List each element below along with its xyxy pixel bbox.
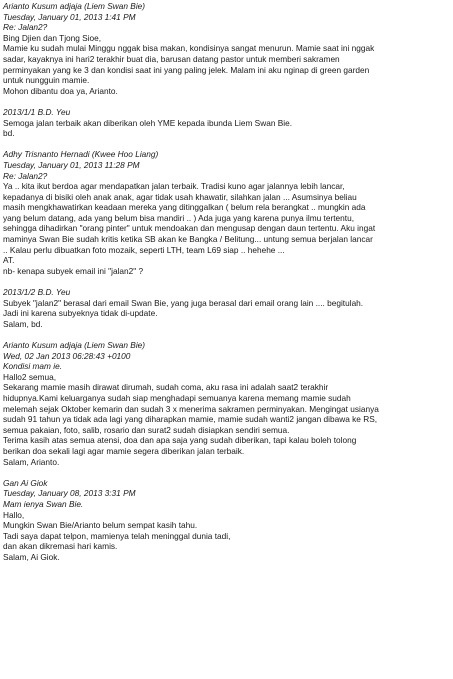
spacer bbox=[3, 467, 450, 478]
email-entry-3 bbox=[3, 149, 450, 276]
body-line: Mohon dibantu doa ya, Arianto. bbox=[3, 85, 118, 96]
spacer bbox=[3, 276, 450, 287]
spacer bbox=[3, 139, 450, 150]
email-date: Tuesday, January 08, 2013 3:31 PM bbox=[3, 488, 136, 499]
sender-name: Arianto Kusum adjaja (Liem Swan Bie) bbox=[3, 1, 146, 11]
body-line: Subyek "jalan2" berasal dari email Swan Bie, yang juga berasal dari email orang lain .... begitulah. bbox=[3, 297, 364, 308]
body-line: Bing Djien dan Tjong Sioe, bbox=[3, 32, 102, 43]
email-date: Wed, 02 Jan 2013 06:28:43 +0100 bbox=[3, 350, 131, 361]
body-line: Salam, Arianto. bbox=[3, 456, 60, 467]
spacer bbox=[3, 329, 450, 340]
body-line: Tadi saya dapat telpon, mamienya telah meninggal dunia tadi, bbox=[3, 530, 231, 541]
body-line: semua pakaian, foto, salib, rosario dan surat2 sudah disiapkan sendiri semua. bbox=[3, 424, 290, 435]
body-line: Jadi ini karena subyeknya tidak di-update. bbox=[3, 308, 158, 319]
body-line: Terima kasih atas semua atensi, doa dan apa saja yang sudah diberikan, tapi kalau boleh tolong bbox=[3, 435, 357, 446]
email-entry-5 bbox=[3, 340, 450, 467]
body-line: bd. bbox=[3, 128, 15, 139]
body-line: untuk nungguin mamie. bbox=[3, 75, 90, 86]
email-subject: Kondisi mam ie. bbox=[3, 361, 63, 372]
body-line: berikan doa sekali lagi agar mamie segera diberikan jalan terbaik. bbox=[3, 445, 245, 456]
body-line: perminyakan yang ke 3 dan kondisi saat ini yang paling jelek. Malam ini aku nginap di green garden bbox=[3, 64, 370, 75]
body-line: nb- kenapa subyek email ini "jalan2" ? bbox=[3, 265, 144, 276]
sender-name: Arianto Kusum adjaja (Liem Swan Bie) bbox=[3, 340, 146, 350]
body-line: maminya Swan Bie sudah kritis ketika SB akan ke Bangka / Belitung... untung semua berjalan lancar bbox=[3, 234, 373, 245]
body-line: AT. bbox=[3, 255, 15, 266]
body-line: sehingga dihadirkan "orang pinter" untuk mendoakan dan mengusap dengan daun tertentu. Aku ingat bbox=[3, 223, 376, 234]
body-line: Sekarang mamie masih dirawat dirumah, sudah coma, aku rasa ini adalah saat2 terakhir bbox=[3, 382, 329, 393]
body-line: Hallo, bbox=[3, 509, 25, 520]
sender-name: Gan Ai Giok bbox=[3, 477, 48, 488]
body-line: .. Kalau perlu dibuatkan foto mozaik, seperti LTH, team L69 siap .. hehehe ... bbox=[3, 244, 285, 255]
body-line: masih mengkhawatirkan keadaan mereka yang ditinggalkan ( belum rela berangkat .. mungkin ada bbox=[3, 202, 366, 213]
sender-name: Adhy Trisnanto Hernadi (Kwee Hoo Liang) bbox=[3, 149, 159, 160]
body-line: Salam, bd. bbox=[3, 318, 43, 329]
body-line: Salam, Ai Giok. bbox=[3, 551, 60, 562]
reply-header: 2013/1/1 B.D. Yeu bbox=[3, 106, 71, 117]
email-entry-4 bbox=[3, 287, 450, 329]
body-line: hidupnya.Kami keluarganya sudah siap menghadapi semuanya karena memang mamie sudah bbox=[3, 392, 351, 403]
email-date: Tuesday, January 01, 2013 11:28 PM bbox=[3, 159, 140, 170]
spacer bbox=[3, 96, 450, 107]
body-line: Semoga jalan terbaik akan diberikan oleh YME kepada ibunda Liem Swan Bie. bbox=[3, 117, 293, 128]
email-entry-6 bbox=[3, 478, 450, 563]
body-line: Mungkin Swan Bie/Arianto belum sempat kasih tahu. bbox=[3, 520, 198, 531]
body-line: melemah sejak Oktober kemarin dan sudah 3 x menerima sakramen perminyakan. Mengingat usianya bbox=[3, 403, 379, 414]
email-entry-2 bbox=[3, 107, 450, 139]
body-line: sudah 91 tahun ya tidak ada lagi yang diharapkan mamie, mamie sudah wanti2 jangan dibawa ke RS, bbox=[3, 414, 378, 425]
body-line: dan akan dikremasi hari kamis. bbox=[3, 541, 118, 552]
body-line: Ya .. kita ikut berdoa agar mendapatkan jalan terbaik. Tradisi kuno agar jalannya lebih lancar, bbox=[3, 181, 345, 192]
email-subject: Re: Jalan2? bbox=[3, 22, 48, 33]
body-line: sadar, kayaknya ini hari2 terakhir buat dia, barusan datang pastor untuk memberi sakramen bbox=[3, 53, 340, 64]
body-line: yang belum datang, ada yang belum bisa mandiri .. ) Ada juga yang karena punya ilmu tertentu, bbox=[3, 212, 354, 223]
body-line: kepadanya di bisiki oleh anak anak, agar tidak usah khawatir, silahkan jalan ... Asumsinya beliau bbox=[3, 191, 357, 202]
reply-header: 2013/1/2 B.D. Yeu bbox=[3, 287, 71, 298]
email-date: Tuesday, January 01, 2013 1:41 PM bbox=[3, 11, 136, 22]
body-line: Mamie ku sudah mulai Minggu nggak bisa makan, kondisinya sangat menurun. Mamie saat ini nggak bbox=[3, 43, 375, 54]
email-entry-1 bbox=[3, 1, 450, 96]
email-subject: Mam ienya Swan Bie. bbox=[3, 498, 84, 509]
body-line: Hallo2 semua, bbox=[3, 371, 57, 382]
email-subject: Re: Jalan2? bbox=[3, 170, 48, 181]
